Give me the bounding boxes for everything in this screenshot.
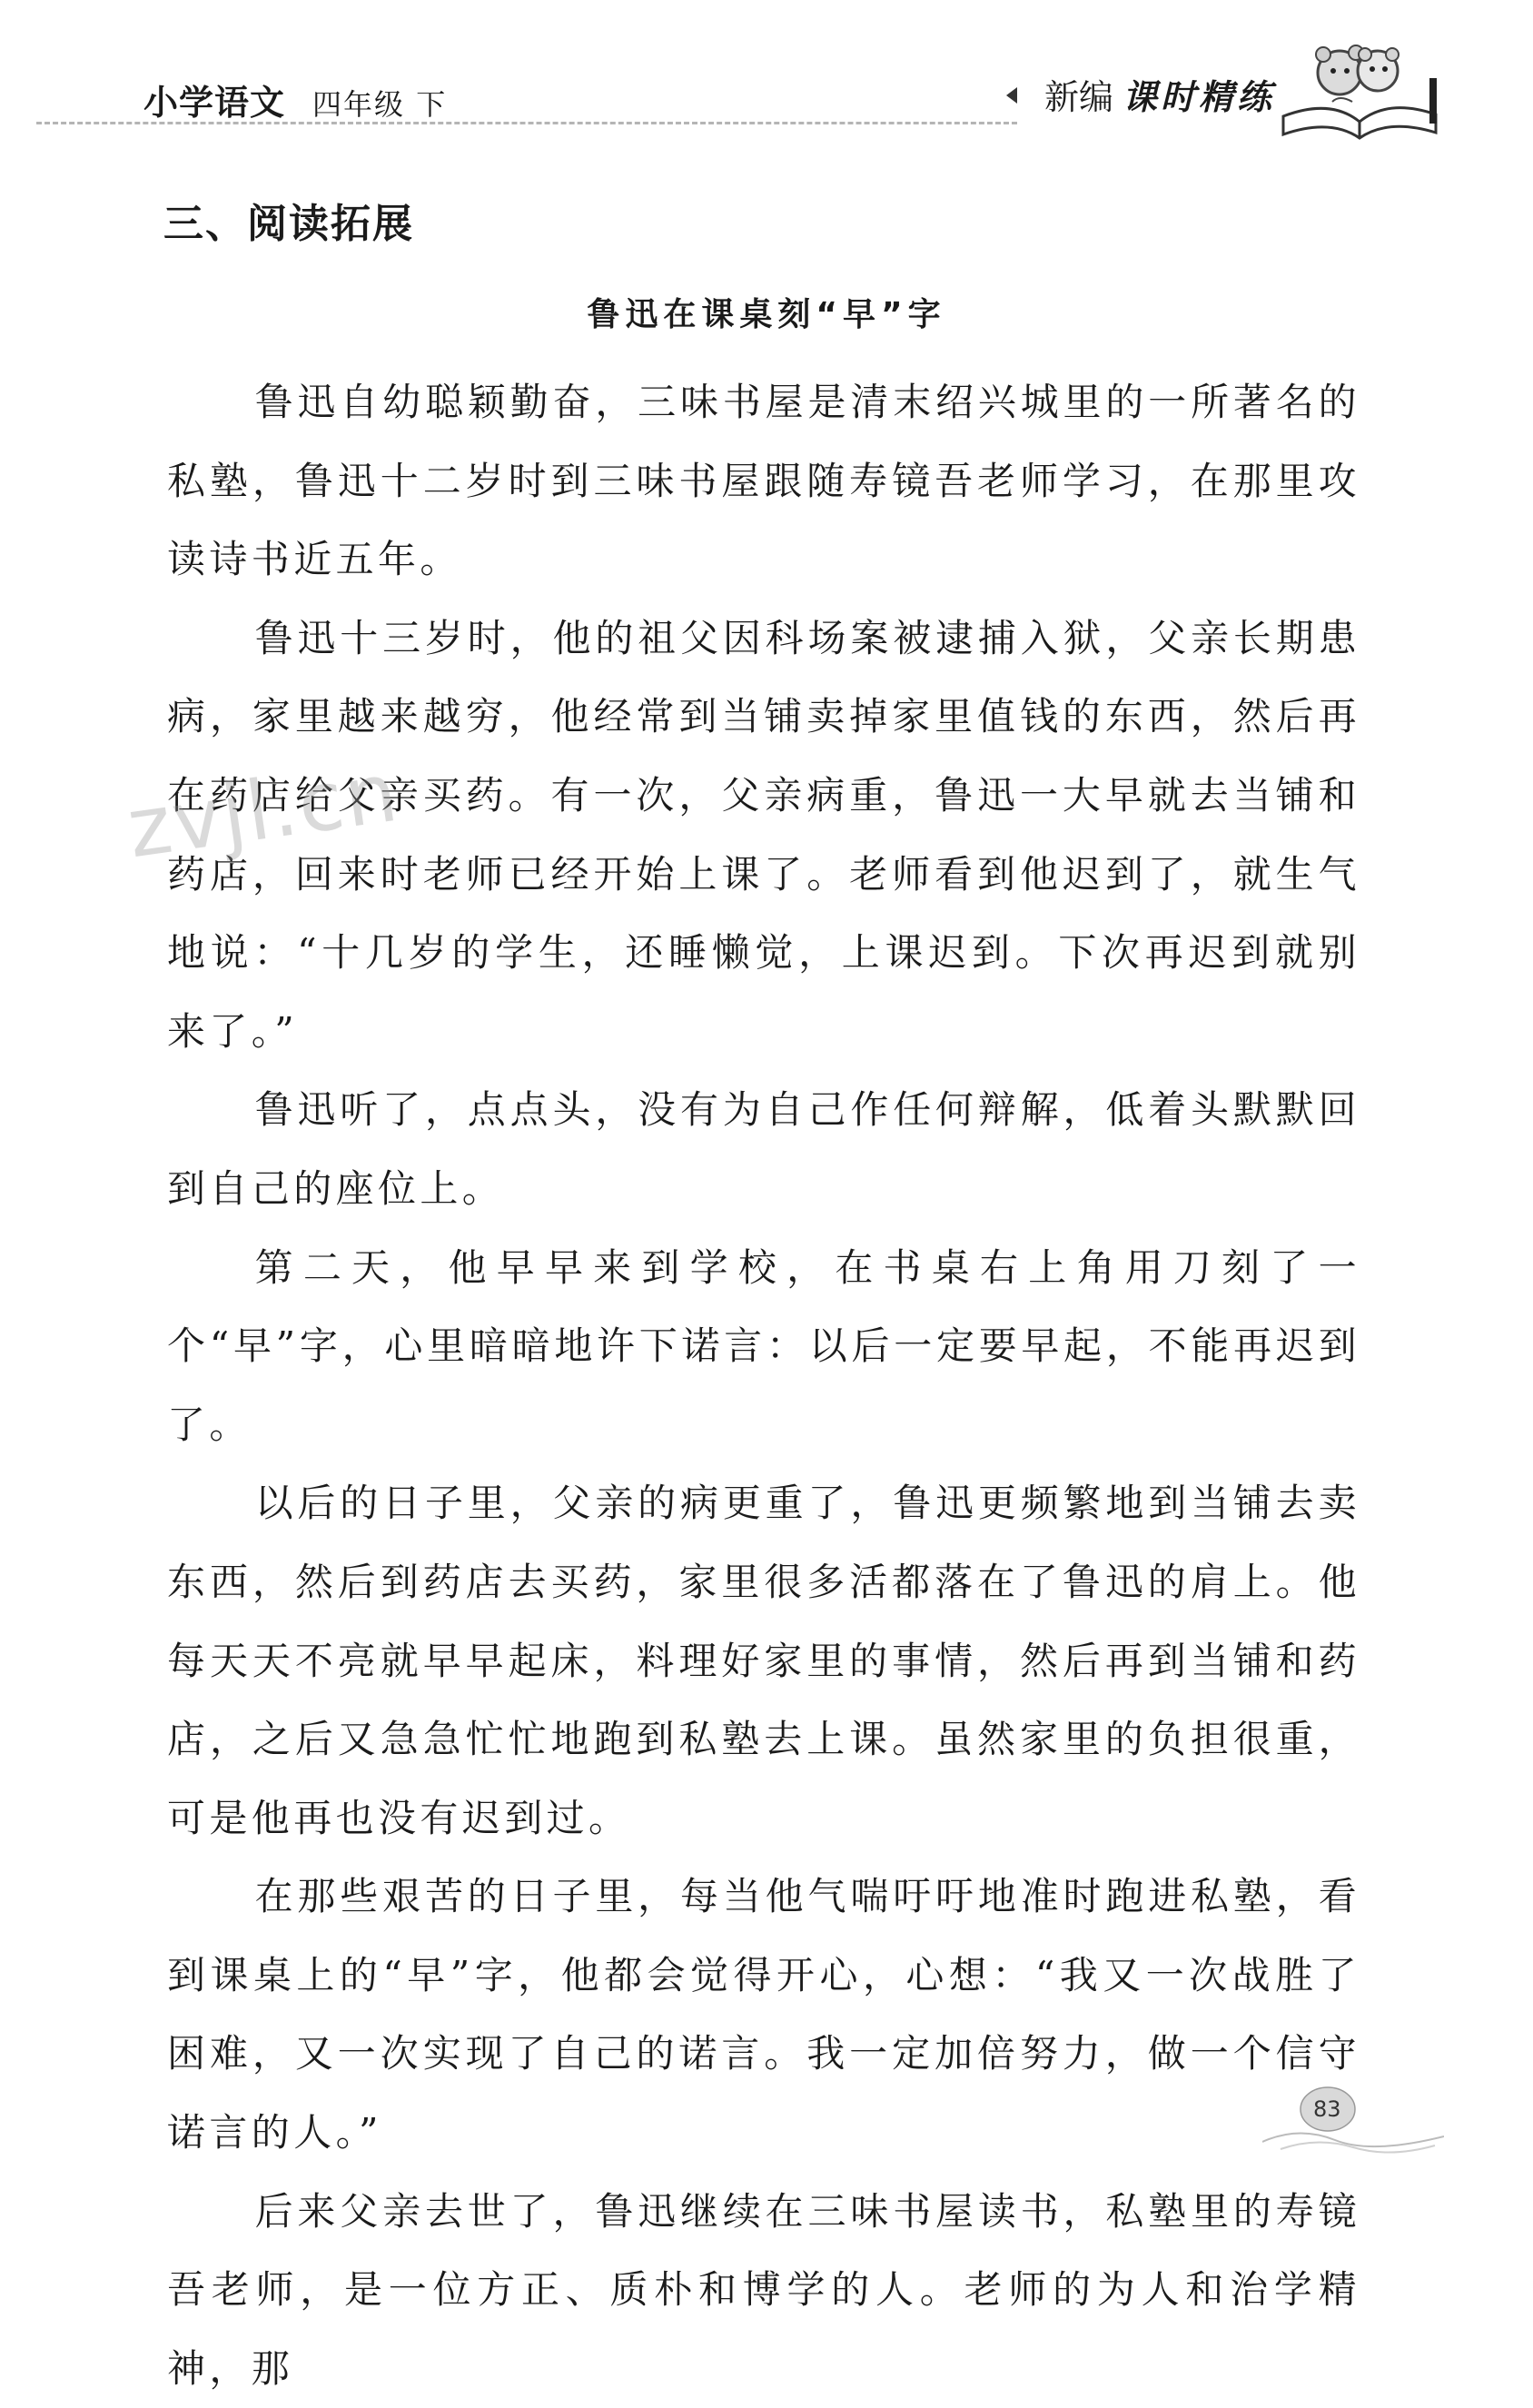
section-heading: 三、阅读拓展: [163, 201, 414, 247]
article-body: [167, 363, 1360, 2408]
paragraph-7: 后来父亲去世了，鲁迅继续在三味书屋读书，私塾里的寿镜吾老师，是一位方正、质朴和博学的人。老师的为人和治学精神，那: [167, 2188, 1360, 2391]
series-brand: [1044, 69, 1275, 119]
subject-label: 小学语文: [143, 83, 286, 123]
header-left: [143, 74, 447, 124]
left-triangle-icon: [1006, 87, 1017, 104]
grade-label: 四年级 下: [312, 87, 448, 122]
brand-left: 新编: [1044, 77, 1114, 117]
page-number: 83: [1313, 2096, 1341, 2122]
paragraph-1: 鲁迅自幼聪颖勤奋，三味书屋是清末绍兴城里的一所著名的私塾，鲁迅十二岁时到三味书屋跟随寿镜吾老师学习，在那里攻读诗书近五年。: [167, 380, 1360, 582]
header-divider: [36, 122, 1017, 124]
article-title: 鲁迅在课桌刻“早”字: [587, 296, 946, 333]
watermark: zvjl.cn: [122, 744, 405, 877]
paragraph-3: 鲁迅听了，点点头，没有为自己作任何辩解，低着头默默回到自己的座位上。: [167, 1087, 1360, 1211]
open-book-icon: [1276, 35, 1439, 142]
paragraph-2: 鲁迅十三岁时，他的祖父因科场案被逮捕入狱，父亲长期患病，家里越来越穷，他经常到当铺卖掉家里值钱的东西，然后再在药店给父亲买药。有一次，父亲病重，鲁迅一大早就去当铺和药店，回来时老师已经开始上课了。老师看到他迟到了，就生气地说：“十几岁的学生，还睡懒觉，上课迟到。下次再迟到就别来了。”: [167, 615, 1360, 1054]
header-bar: [1429, 78, 1437, 124]
paragraph-5: 以后的日子里，父亲的病更重了，鲁迅更频繁地到当铺去卖东西，然后到药店去买药，家里很多活都落在了鲁迅的肩上。他每天天不亮就早早起床，料理好家里的事情，然后再到当铺和药店，之后又急急忙忙地跑到私塾去上课。虽然家里的负担很重，可是他再也没有迟到过。: [167, 1481, 1360, 1840]
paragraph-4: 第二天，他早早来到学校，在书桌右上角用刀刻了一个“早”字，心里暗暗地许下诺言：以后一定要早起，不能再迟到了。: [167, 1244, 1360, 1447]
page-number-ornament: [1262, 2086, 1444, 2167]
paragraph-6: 在那些艰苦的日子里，每当他气喘吁吁地准时跑进私塾，看到课桌上的“早”字，他都会觉得开心，心想：“我又一次战胜了困难，又一次实现了自己的诺言。我一定加倍努力，做一个信守诺言的人。”: [167, 1874, 1360, 2155]
page-header: [0, 0, 1533, 145]
brand-right: 课时精练: [1123, 77, 1276, 117]
